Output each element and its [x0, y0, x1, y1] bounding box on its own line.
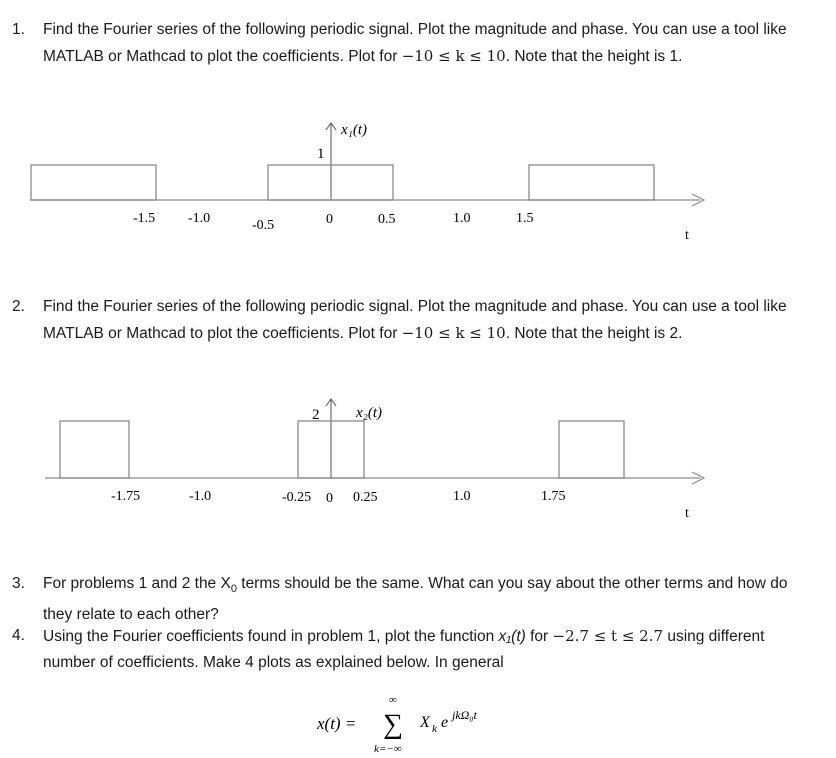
figure-2-tick: -1.0 — [189, 489, 212, 504]
problem-2-number: 2. — [12, 298, 25, 315]
figure-1-tick: 0 — [326, 212, 333, 227]
figure-x1 — [0, 110, 836, 260]
figure-2-tick: 0 — [326, 491, 333, 506]
figure-2-axis-label: t — [685, 506, 689, 521]
fourier-series-formula — [0, 688, 836, 758]
figure-1-tick: -0.5 — [252, 218, 275, 233]
problem-1-text: Find the Fourier series of the following periodic signal. Plot the magnitude and phase. You can use a tool like MATLAB or Mathcad to plot the coefficients. Plot for −10 ≤ k ≤ 10. Note that the height is 1. — [43, 21, 787, 65]
figure-x2 — [0, 390, 836, 530]
figure-2-pulse-left — [60, 421, 129, 478]
figure-2-pulse-right — [559, 421, 624, 478]
formula-term-subscript: k — [432, 723, 437, 735]
problem-4-text: Using the Fourier coefficients found in problem 1, plot the function x₁(t) for −2.7 ≤ t ≤ 2.7 using different number of coefficients. Make 4 plots as explained below. In general — [43, 627, 765, 671]
formula-exp-base: e — [441, 714, 449, 731]
figure-1-tick: 1.5 — [516, 211, 534, 226]
formula-exponent: jkΩ₀t — [452, 708, 477, 722]
problem-3-text: For problems 1 and 2 the $X_0$ terms should be the same. What can you say about the other terms and how do they relate to each other? — [43, 575, 788, 624]
problem-4-number: 4. — [12, 627, 25, 644]
problem-2-text: Find the Fourier series of the following periodic signal. Plot the magnitude and phase. You can use a tool like MATLAB or Mathcad to plot the coefficients. Plot for −10 ≤ k ≤ 10. Note that the height is 2. — [43, 298, 787, 342]
figure-1-signal-label: x₁(t) — [341, 122, 368, 138]
figure-1-tick: 0.5 — [378, 212, 396, 227]
problem-3-number: 3. — [12, 575, 25, 592]
problem-4-function: x₁(t) — [498, 628, 526, 645]
figure-1-tick: 1.0 — [453, 211, 471, 226]
formula-sum-top: ∞ — [389, 694, 397, 706]
figure-1-pulse-right — [529, 165, 654, 200]
figure-2-tick: 1.0 — [453, 489, 471, 504]
formula-sum-sign: ∑ — [383, 709, 403, 740]
formula-lhs: x(t) = — [317, 714, 357, 733]
figure-2-tick: 0.25 — [353, 490, 378, 505]
problem-4-inequality: −2.7 ≤ t ≤ 2.7 — [552, 627, 664, 645]
figure-1-axis-label: t — [685, 228, 689, 243]
figure-2-tick: -0.25 — [282, 490, 312, 505]
figure-2-tick: 1.75 — [541, 489, 566, 504]
figure-1-pulse-left — [31, 165, 156, 200]
figure-1-tick: -1.5 — [133, 211, 156, 226]
figure-1-height-label: 1 — [317, 146, 325, 162]
problem-2-inequality: −10 ≤ k ≤ 10 — [401, 324, 506, 342]
formula-sum-bottom: k=−∞ — [374, 743, 402, 755]
problem-1-number: 1. — [12, 21, 25, 38]
figure-1-tick: -1.0 — [188, 211, 211, 226]
formula-term: X — [420, 714, 430, 731]
figure-2-signal-label: x₂(t) — [356, 405, 383, 421]
figure-2-height-label: 2 — [312, 407, 320, 423]
problem-1-inequality: −10 ≤ k ≤ 10 — [401, 47, 506, 65]
figure-2-tick: -1.75 — [111, 489, 141, 504]
